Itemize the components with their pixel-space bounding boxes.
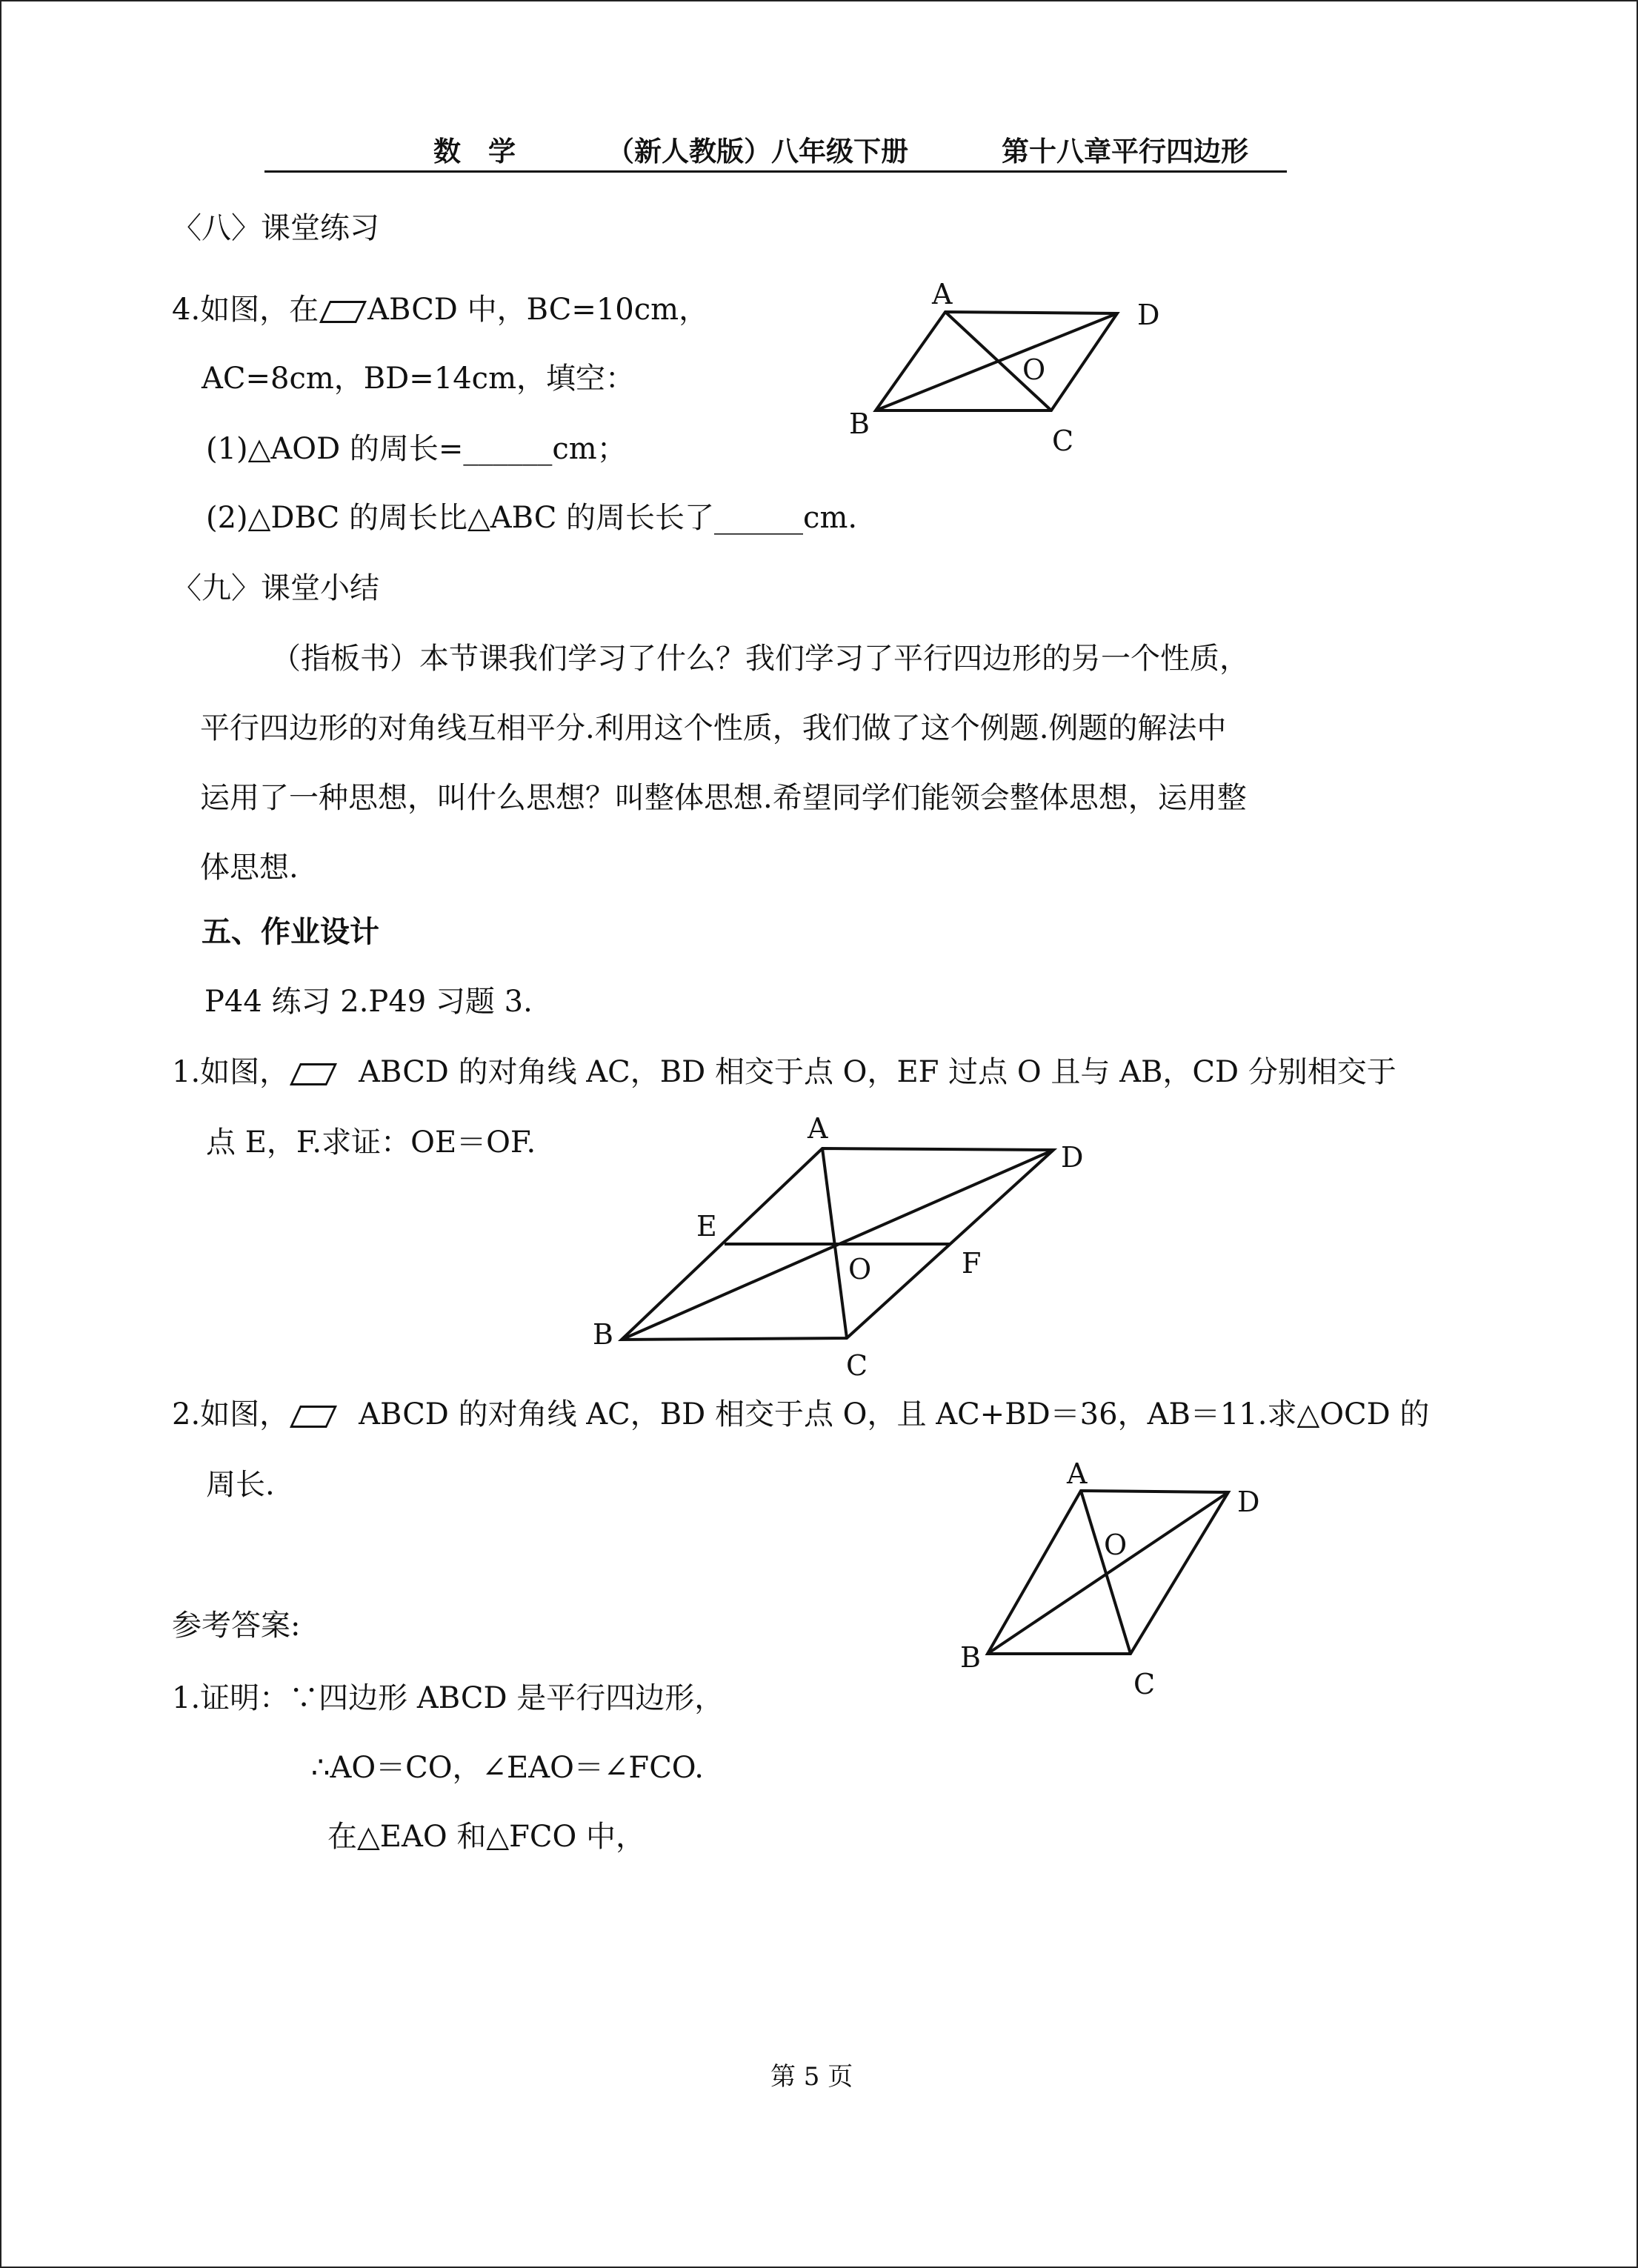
fig2-label-o: O (848, 1253, 872, 1286)
answer-line-2: ∴AO＝CO，∠EAO＝∠FCO. (311, 1751, 704, 1785)
summary-line-2: 平行四边形的对角线互相平分.利用这个性质，我们做了这个例题.例题的解法中 (200, 711, 1227, 745)
q4-line1-a: 4.如图，在 (172, 293, 319, 327)
fig3-label-d: D (1237, 1486, 1260, 1518)
fig3-diagonal-ac (1081, 1491, 1131, 1654)
problem2-line2: 周长. (206, 1468, 275, 1502)
q4-line2: AC=8cm，BD=14cm，填空： (202, 362, 635, 396)
fig2-label-c: C (846, 1349, 868, 1382)
answers-title: 参考答案: (172, 1609, 301, 1643)
problem2-line1-b: ABCD 的对角线 AC，BD 相交于点 O，且 AC+BD＝36，AB＝11.求△OCD 的 (359, 1397, 1430, 1431)
fig3-label-a: A (1067, 1457, 1088, 1490)
summary-line-1: （指板书）本节课我们学习了什么？我们学习了平行四边形的另一个性质， (271, 642, 1249, 676)
homework-ref: P44 练习 2.P49 习题 3. (204, 985, 533, 1019)
section9-title: 〈九〉课堂小结 (172, 571, 379, 605)
fig3-label-b: B (960, 1641, 981, 1674)
header-edition: （新人教版）八年级下册 (607, 136, 908, 167)
header-chapter: 第十八章平行四边形 (1002, 136, 1248, 167)
problem2-line1-a: 2.如图， (172, 1397, 290, 1431)
fig2-label-e: E (696, 1210, 717, 1243)
summary-line-4: 体思想. (200, 851, 299, 885)
fig2-label-f: F (962, 1247, 982, 1280)
summary-line-3: 运用了一种思想，叫什么思想？叫整体思想.希望同学们能领会整体思想，运用整 (200, 781, 1247, 815)
problem1-line1-b: ABCD 的对角线 AC，BD 相交于点 O，EF 过点 O 且与 AB，CD 分别相交于 (359, 1055, 1396, 1089)
fig2-label-d: D (1061, 1141, 1084, 1174)
fig3-label-c: C (1133, 1668, 1156, 1700)
fig1-label-a: A (932, 278, 953, 310)
problem1-line2: 点 E，F.求证：OE＝OF. (206, 1125, 536, 1160)
fig3-diagonal-bd (988, 1492, 1228, 1654)
section8-title: 〈八〉课堂练习 (172, 211, 379, 245)
fig1-label-d: D (1137, 299, 1160, 331)
page-number: 第 5 页 (770, 2062, 853, 2092)
q4-line4: (2)△DBC 的周长比△ABC 的周长长了______cm. (206, 501, 858, 535)
answer-line-3: 在△EAO 和△FCO 中， (327, 1820, 645, 1854)
q4-line1-b: ABCD 中，BC=10cm， (367, 293, 709, 327)
fig2-label-a: A (808, 1112, 828, 1145)
fig1-label-c: C (1052, 425, 1074, 457)
answer-line-1: 1.证明：∵四边形 ABCD 是平行四边形， (172, 1681, 725, 1715)
q4-line3: (1)△AOD 的周长=______cm； (206, 432, 627, 466)
problem1-line1-a: 1.如图， (172, 1055, 290, 1089)
homework-title: 五、作业设计 (202, 915, 379, 949)
fig1-label-o: O (1022, 353, 1046, 386)
fig1-label-b: B (849, 408, 870, 440)
fig3-label-o: O (1104, 1529, 1128, 1561)
fig2-label-b: B (593, 1318, 613, 1351)
header-subject: 数 学 (433, 136, 516, 167)
